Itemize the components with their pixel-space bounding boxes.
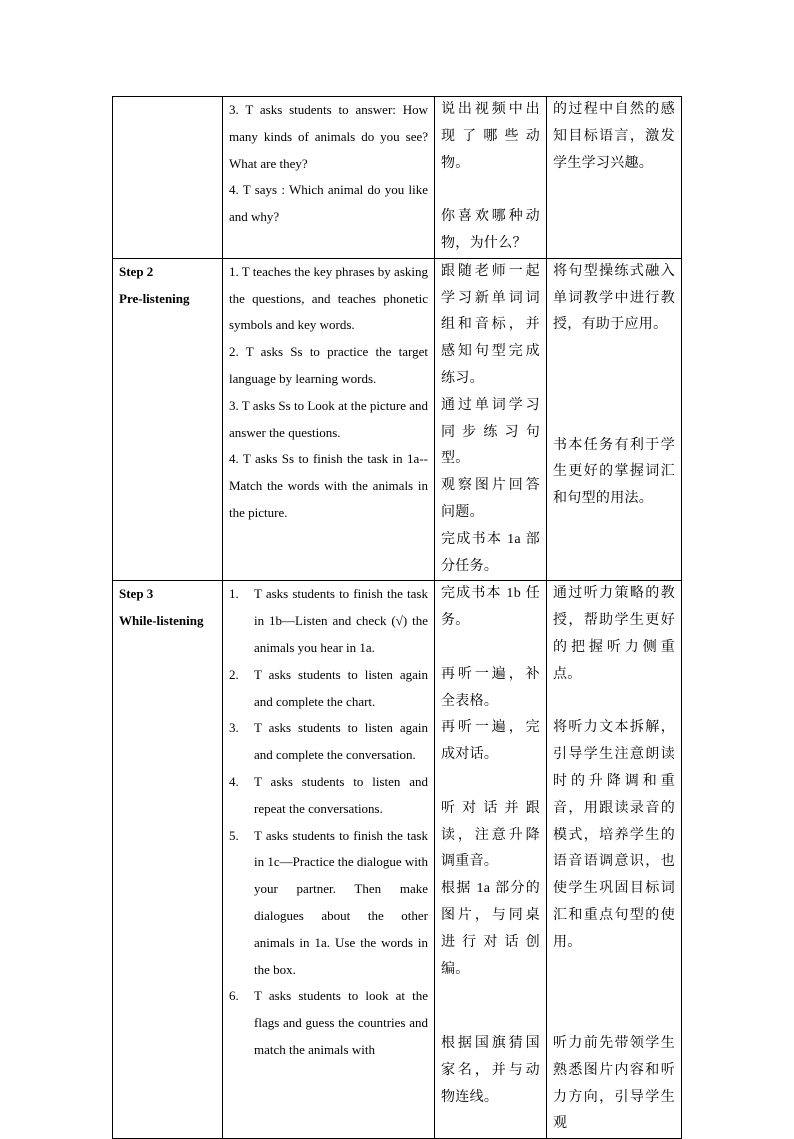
list-item: 5. T asks students to finish the task in 1c—Practice the dialogue with your partner. Then make dialogues about the other animals in 1a. Use the words in the box. (229, 827, 429, 977)
step-title: Pre-listening (119, 290, 190, 306)
student-activity: 完成书本 1a 部分任务。 (441, 531, 540, 574)
teacher-activity-cell (223, 258, 435, 581)
student-activity: 跟随老师一起学习新单词词组和音标，并感知句型完成练习。 (441, 263, 540, 386)
student-activity: 你喜欢哪种动物，为什么？ (441, 209, 540, 251)
student-activity: 完成书本 1b 任务。 (441, 586, 540, 629)
list-item: 2. T asks students to listen again and complete the chart. (229, 666, 428, 709)
lesson-plan-table (112, 96, 682, 1139)
teacher-activity: 3. T asks Ss to Look at the picture and answer the questions. (229, 397, 428, 440)
table-row (113, 581, 682, 1139)
purpose-text: 将听力文本拆解，引导学生注意朗读时的升降调和重音，用跟读录音的模式，培养学生的语音语调意识，也使学生巩固目标词汇和重点句型的使用。 (553, 720, 675, 950)
purpose-text: 听力前先带领学生熟悉图片内容和听力方向，引导学生观 (553, 1036, 675, 1132)
list-item: 4. T asks students to listen and repeat the conversations. (229, 773, 428, 816)
student-activity: 说出视频中出现了哪些动物。 (441, 102, 540, 171)
student-activity: 观察图片回答问题。 (441, 478, 540, 520)
purpose-text: 的过程中自然的感知目标语言，激发学生学习兴趣。 (553, 102, 675, 171)
purpose-cell (547, 581, 682, 1139)
student-activity: 听对话并跟读，注意升降调重音。 (441, 800, 540, 870)
student-activity: 根据国旗猜国家名，并与动物连线。 (441, 1036, 540, 1105)
step-cell (113, 97, 223, 259)
student-activity: 通过单词学习同步练习句型。 (441, 397, 540, 467)
step-title: While-listening (119, 613, 204, 629)
purpose-text: 将句型操练式融入单词教学中进行教授，有助于应用。 (553, 263, 675, 333)
teacher-activity: 3. T asks students to answer: How many kinds of animals do you see? What are they? (229, 102, 428, 171)
teacher-activity: 4. T says : Which animal do you like and why? (229, 182, 428, 225)
purpose-text: 书本任务有利于学生更好的掌握词汇和句型的用法。 (553, 437, 675, 507)
teacher-activity: 1. T teaches the key phrases by asking the questions, and teaches phonetic symbols and key words. (229, 263, 428, 333)
step-number: Step 2 (119, 263, 154, 279)
student-activity-cell (435, 97, 547, 259)
table-row (113, 258, 682, 581)
student-activity: 再听一遍，完成对话。 (441, 720, 540, 763)
list-item: 6. T asks students to look at the flags and guess the countries and match the animals with (229, 988, 428, 1057)
student-activity-cell (435, 581, 547, 1139)
teacher-activity: 2. T asks Ss to practice the target language by learning words. (229, 344, 428, 386)
student-activity: 根据 1a 部分的图片，与同桌进行对话创编。 (441, 881, 540, 977)
purpose-text: 通过听力策略的教授，帮助学生更好的把握听力侧重点。 (553, 586, 675, 682)
table-row (113, 97, 682, 259)
list-item: 3. T asks students to listen again and complete the conversation. (229, 720, 428, 763)
student-activity-cell (435, 258, 547, 581)
step-cell (113, 581, 223, 1139)
student-activity: 再听一遍，补全表格。 (441, 666, 540, 709)
teacher-activity: 4. T asks Ss to finish the task in 1a-- Match the words with the animals in the picture. (229, 451, 428, 520)
step-cell (113, 258, 223, 581)
teacher-activity-list (229, 581, 428, 1063)
teacher-activity-cell (223, 97, 435, 259)
purpose-cell (547, 97, 682, 259)
step-number: Step 3 (119, 586, 154, 602)
teacher-activity-cell (223, 581, 435, 1139)
list-item: 1. T asks students to finish the task in 1b—Listen and check (√) the animals you hear in 1a. (229, 586, 428, 655)
purpose-cell (547, 258, 682, 581)
